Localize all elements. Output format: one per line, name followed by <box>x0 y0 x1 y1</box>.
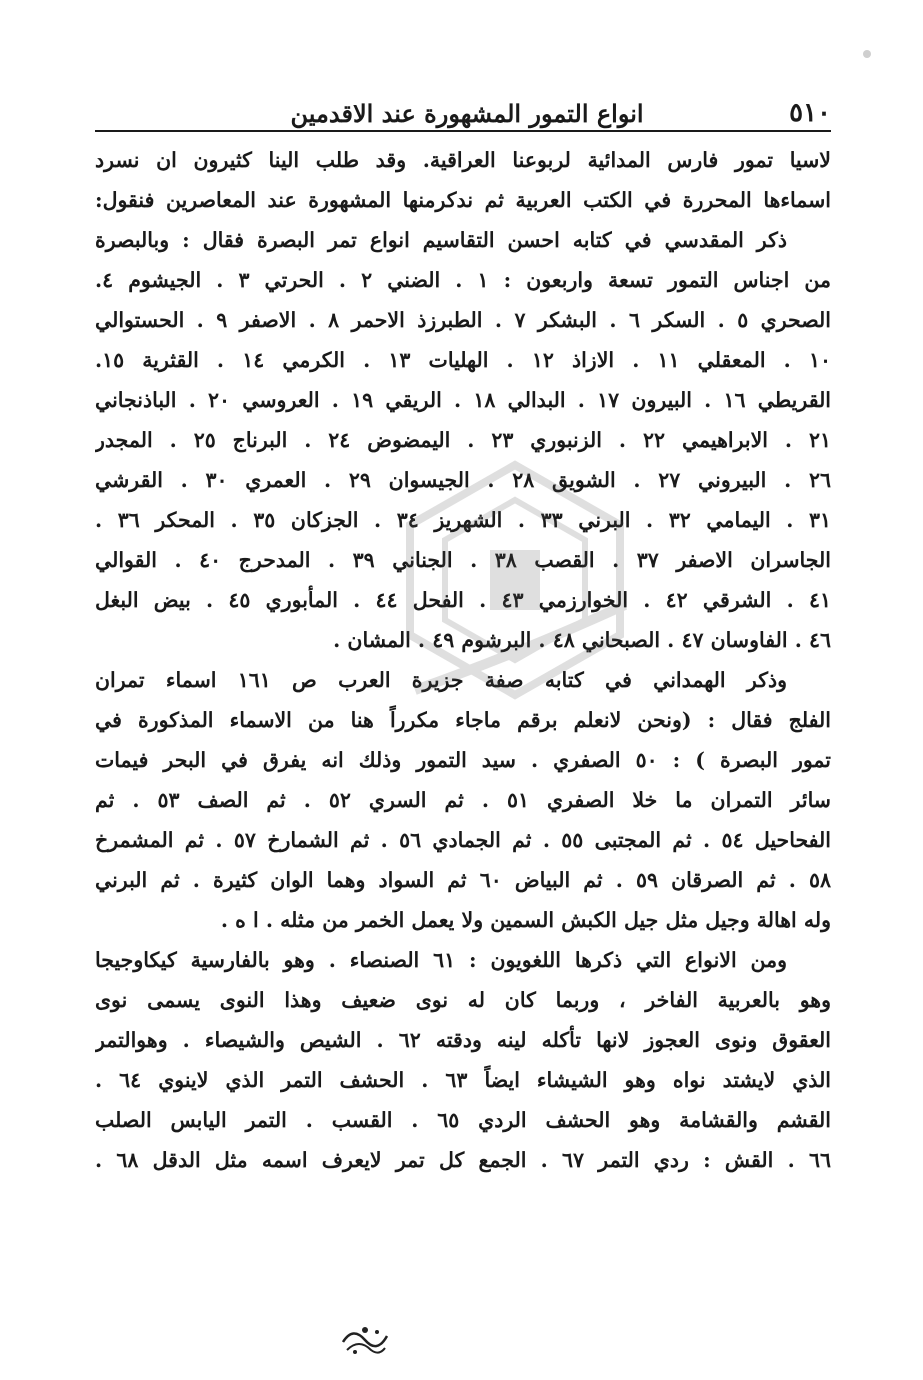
text-line: الصحري ٥ . السكر ٦ . البشكر ٧ . الطبرزذ الاحمر ٨ . الاصفر ٩ . الحستوالي <box>95 308 831 332</box>
footer-ornament-icon <box>335 1322 395 1358</box>
text-line: ٣١ . اليمامي ٣٢ . البرني ٣٣ . الشهريز ٣٤ . الجزكان ٣٥ . المحكر ٣٦ . <box>95 508 831 532</box>
text-line: ٢١ . الابراهيمي ٢٢ . الزنبوري ٢٣ . اليمضوض ٢٤ . البرناج ٢٥ . المجدر <box>95 428 831 452</box>
text-line: من اجناس التمور تسعة واربعون : ١ . الضني ٢ . الحرتي ٣ . الجيشوم ٤. <box>95 268 831 292</box>
text-line: سائر التمران ما خلا الصفري ٥١ . ثم السري ٥٢ . ثم الصف ٥٣ . ثم <box>95 788 831 812</box>
page-number: ٥١٠ <box>789 98 831 128</box>
text-line: لاسيا تمور فارس المدائية لربوعنا العراقية. وقد طلب الينا كثيرون ان نسرد <box>95 148 831 172</box>
text-line: الذي لايشتد نواه وهو الشيشاء ايضاً ٦٣ . الحشف التمر الذي لاينوي ٦٤ . <box>95 1068 831 1092</box>
text-line: وله اهالة وجيل مثل جيل الكبش السمين ولا يعمل الخمر من مثله . ا ه . <box>220 908 831 932</box>
text-line: تمور البصرة ) : ٥٠ الصفري . سيد التمور وذلك انه يفرق في البحر فيمات <box>95 748 831 772</box>
text-line: وهو بالعربية الفاخر ، وربما كان له نوى ضعيف وهذا النوى يسمى نوى <box>95 988 831 1012</box>
text-line: ٤٦ . الفاوسان ٤٧ . الصبحاني ٤٨ . البرشوم ٤٩ . المشان . <box>333 628 831 652</box>
text-line: العقوق ونوى العجوز لانها تأكله لينه ودقته ٦٢ . الشيص والشيصاء . وهوالتمر <box>95 1028 831 1052</box>
text-line: ومن الانواع التي ذكرها اللغويون : ٦١ الصنصاء . وهو بالفارسية كيكاوجيجا <box>95 948 788 972</box>
page-corner-dot <box>863 50 871 58</box>
body-text <box>95 140 831 1180</box>
text-line: الفلج فقال : (ونحن لانعلم برقم ماجاء مكرراً هنا من الاسماء المذكورة في <box>95 708 831 732</box>
text-line: وذكر الهمداني في كتابه صفة جزيرة العرب ص ١٦١ اسماء تمران <box>95 668 787 692</box>
text-line: ٦٦ . القش : ردي التمر ٦٧ . الجمع كل تمر لايعرف اسمه مثل الدقل ٦٨ . <box>95 1148 831 1172</box>
text-line: القريطي ١٦ . البيرون ١٧ . البدالي ١٨ . الريقي ١٩ . العروسي ٢٠ . الباذنجاني <box>95 388 831 412</box>
text-line: القشم والقشامة وهو الحشف الردي ٦٥ . القسب . التمر اليابس الصلب <box>95 1108 831 1132</box>
text-line: ٥٨ . ثم الصرقان ٥٩ . ثم البياض ٦٠ ثم السواد وهما الوان كثيرة . ثم البرني <box>95 868 831 892</box>
text-line: الجاسران الاصفر ٣٧ . القصب ٣٨ . الجناني ٣٩ . المدحرج ٤٠ . القوالي <box>95 548 831 572</box>
text-line: ذكر المقدسي في كتابه احسن التقاسيم انواع تمر البصرة فقال : وبالبصرة <box>95 228 787 252</box>
page-header <box>95 82 831 126</box>
text-line: الفحاحيل ٥٤ . ثم المجتبى ٥٥ . ثم الجمادي ٥٦ . ثم الشمارخ ٥٧ . ثم المشمرخ <box>95 828 831 852</box>
text-line: ٤١ . الشرقي ٤٢ . الخوارزمي ٤٣ . الفحل ٤٤ . المأبوري ٤٥ . بيض البغل <box>95 588 831 612</box>
text-line: ٢٦ . البيروني ٢٧ . الشويق ٢٨ . الجيسوان ٢٩ . العمري ٣٠ . القرشي <box>95 468 831 492</box>
text-line: ١٠ . المعقلي ١١ . الازاذ ١٢ . الهليات ١٣ . الكرمي ١٤ . القثرية ١٥. <box>95 348 831 372</box>
text-line: اسماءها المحررة في الكتب العربية ثم ندكرمنها المشهورة عند المعاصرين فنقول: <box>95 188 831 212</box>
running-title: انواع التمور المشهورة عند الاقدمين <box>290 99 644 128</box>
header-rule <box>95 130 831 132</box>
